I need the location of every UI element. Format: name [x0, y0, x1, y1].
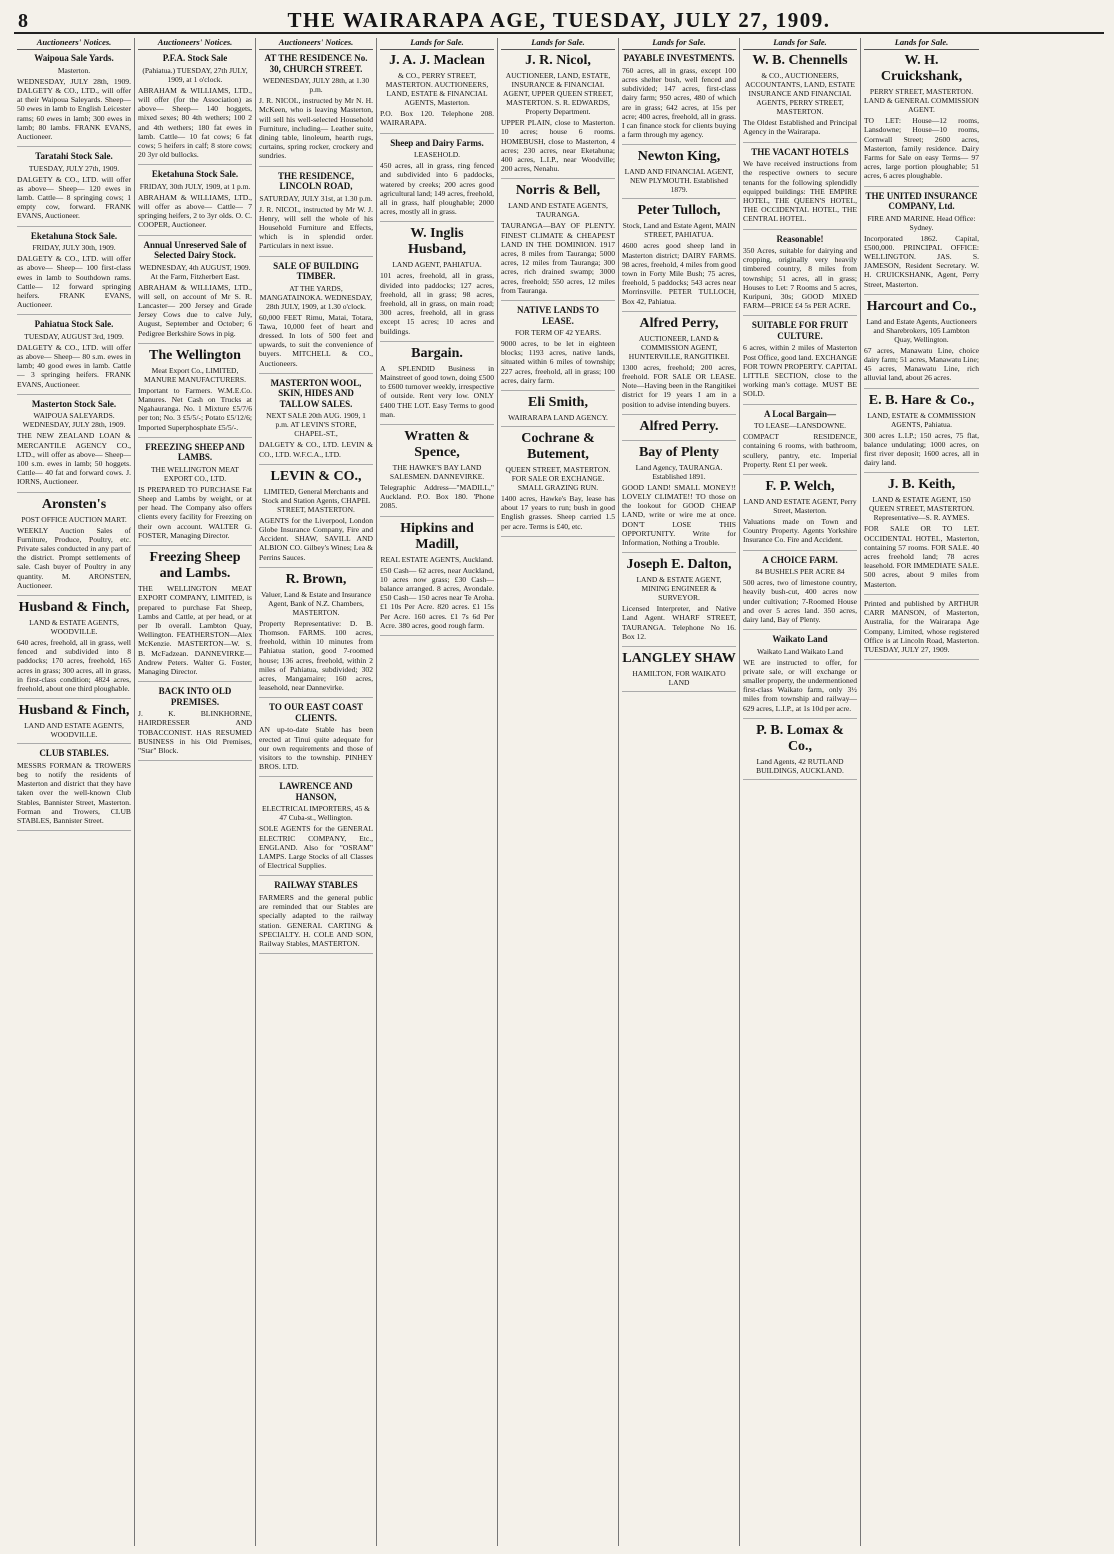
ad-body-text: DALGETY & CO., LTD. will offer as above— Sheep— 100 first-class ewes in lamb to Southdown rams. Cattle— 12 forward springing heifers. FRANK EVANS, Auctioneer.: [17, 254, 131, 310]
ad-title: Aronsten's: [41, 496, 107, 512]
advertisement-block: [259, 469, 373, 568]
ad-subtitle: LAND & ESTATE AGENT, MINING ENGINEER & SURVEYOR.: [636, 575, 722, 603]
ad-body-text: 6 acres, within 2 miles of Masterton Post Office, good land. EXCHANGE FOR TOWN PROPERTY. CAPITAL LITTLE SECTION, close to the working man's cottage. MUST BE SOLD.: [743, 343, 857, 399]
advertisement-block: [259, 53, 373, 166]
column-1: [14, 38, 135, 1546]
ad-title: Alfred Perry.: [639, 418, 719, 434]
advertisement-block: [380, 429, 494, 517]
ad-title: W. B. Chennells: [752, 53, 848, 69]
ad-title: The Wellington: [149, 347, 241, 363]
ad-subtitle: Waikato Land Waikato Land: [757, 646, 843, 656]
ad-title: Eketahuna Stock Sale.: [30, 230, 118, 241]
ad-subtitle: AUCTIONEER, LAND, ESTATE, INSURANCE & FINANCIAL AGENT, UPPER QUEEN STREET, MASTERTON. S. R. EDWARDS, Property Department.: [503, 71, 613, 117]
ad-body-text: DALGETY & CO., LTD. will offer as above— Sheep— 120 ewes in lamb. Cattle— 8 springing cows; 1 empty cow, forward. FRANK EVANS, Auctioneer.: [17, 174, 131, 221]
ad-title: Taratahi Stock Sale.: [35, 151, 113, 162]
ad-subtitle: AT THE YARDS, MANGATAINOKA. WEDNESDAY, 28th JULY, 1909, at 1.30 o'clock.: [259, 283, 373, 311]
ad-body-text: IS PREPARED TO PURCHASE Fat Sheep and Lambs by weight, or at per head. The Company also offers clients every facility for Freezing on their own account. WALTER G. FOSTER, Managing Director.: [138, 484, 252, 540]
advertisement-block: [501, 395, 615, 427]
ad-body-text: Printed and published by ARTHUR CARR MANSON, of Masterton, Australia, for the Wairarapa Age Company, Limited, whose registered Office is at Lincoln Road, Masterton. TUESDAY, JULY 27, 1909.: [864, 598, 979, 654]
ad-body-text: FARMERS and the general public are reminded that our Stables are specially adapted to the railway station. GENERAL CARTING & SPECIALTY. H. COLE AND SON, Railway Stables, MASTERTON.: [259, 892, 373, 948]
column-heading: Auctioneers' Notices.: [138, 38, 252, 50]
ad-body-text: Property Representative: D. B. Thomson. FARMS. 100 acres, freehold, within 10 minutes from Pahiatua station, good 7-roomed house; 136 acres, freehold, within 2 miles of Pahiatua, subdivided; 302 acres, Mangamaire; 160 acres, leasehold, near Dannevirke.: [259, 618, 373, 693]
ad-body-text: ABRAHAM & WILLIAMS, LTD., will offer (for the Association) as above— Sheep— 140 hoggets, mixed sexes; 80 4th wethers; 100 2 and 4th wethers; 180 fat ewes in lamb. Cattle— 10 fat cows; 6 fat cows; 5 heifers in calf; 8 store cows; 20 3yr old bullocks.: [138, 85, 252, 160]
ad-title: SALE OF BUILDING TIMBER.: [273, 260, 359, 282]
advertisement-block: [17, 703, 131, 744]
ad-body-text: SOLE AGENTS for the GENERAL ELECTRIC COMPANY, Etc., ENGLAND. Also for "OSRAM" LAMPS. Large Stocks of all Classes of Electrical Supplies.: [259, 824, 373, 871]
ad-subtitle: LAND & ESTATE AGENTS, WOODVILLE.: [29, 618, 119, 637]
advertisement-block: [380, 521, 494, 636]
column-7: [740, 38, 861, 1546]
ad-body-text: 101 acres, freehold, all in grass, divided into paddocks; 127 acres, freehold, all in grass; 98 acres, freehold, all in grass, on main road; 300 acres, freehold, all in grass except 15 acres; 10 acres and buildings.: [380, 271, 494, 336]
ad-title: Norris & Bell,: [515, 183, 601, 199]
ad-body-text: AGENTS for the Liverpool, London Globe Insurance Company, Fire and Accident. SHAW, SAVILL AND ALBION CO. Gilbey's Wines; Lea & Perrins Sauces.: [259, 515, 373, 562]
ad-subtitle: FIRE AND MARINE. Head Office: Sydney.: [867, 213, 976, 232]
advertisement-block: [17, 151, 131, 227]
ad-body-text: THE WELLINGTON MEAT EXPORT COMPANY, LIMITED, is prepared to purchase Fat Sheep, Lambs and Cattle, at per head, or at per lb overall. Lambton Quay, Wellington. FEATHERSTON—Alex McKenzie. MASTERTON—W. S. B. McFadzean. DANNEVIRKE—Andrew Peters. Walter G. Foster, Managing Director.: [138, 584, 252, 676]
ad-subtitle: Land Agency, TAURANGA. Established 1891.: [635, 462, 723, 481]
ad-body-text: 640 acres, freehold, all in grass, well fenced and subdivided into 8 paddocks; 170 acres, freehold, 165 acres in grass; 300 acres, all in grass, in first-class condition; 4824 acres, freehold, about one third ploughable.: [17, 638, 131, 694]
ad-title: F. P. Welch,: [765, 478, 835, 494]
ad-body-text: 67 acres, Manawatu Line, choice dairy farm; 51 acres, Manawatu Line; 45 acres, Manawatu Line, rich alluvial land, about 26 acres.: [864, 345, 979, 383]
column-heading: Lands for Sale.: [743, 38, 857, 50]
ad-title: J. A. J. Maclean: [389, 53, 485, 69]
ad-body-text: TAURANGA—BAY OF PLENTY. FINEST CLIMATE & CHEAPEST LAND IN THE DOMINION. 1917 acres, 8 miles from Tauranga; 5000 acres, 12 miles from Tauranga; 300 acres, rich drained swamp; 3000 acres, freehold; 550 acres, 12 miles from Tauranga.: [501, 221, 615, 295]
ad-subtitle: & CO., AUCTIONEERS, ACCOUNTANTS, LAND, ESTATE INSURANCE AND FINANCIAL AGENTS, PERRY STREET, MASTERTON.: [744, 71, 856, 117]
ad-subtitle: LAND AGENT, PAHIATUA.: [392, 260, 482, 270]
ad-body-text: AN up-to-date Stable has been erected at Tinui quite adequate for our own requirements and those of visitors to the township. PINHEY BROS. LTD.: [259, 725, 373, 772]
ad-title: SUITABLE FOR FRUIT CULTURE.: [751, 320, 849, 341]
ad-body-text: Important to Farmers. W.M.E.Co. Manures. Net Cash on Trucks at Ngahauranga. No. 1 Mixture £5/7/6 per ton; No. 3 £5/5/-; Potato £5/12/6; Imported Superphosphate £5/5/-.: [138, 385, 252, 432]
ad-subtitle: 84 BUSHELS PER ACRE 84: [755, 567, 845, 577]
ad-title: Pahiatua Stock Sale.: [34, 319, 114, 330]
ad-body-text: 1400 acres, Hawke's Bay, lease has about 17 years to run; bush in good English grasses. Sheep carried 1.5 per acre. Terms is £40, etc.: [501, 494, 615, 531]
ad-title: W. Inglis Husband,: [408, 226, 466, 258]
ad-body-text: 4600 acres good sheep land in Masterton district; DAIRY FARMS. 98 acres, freehold, 4 miles from good town in Forty Mile Bush; 75 acres, freehold, 5 paddocks; 543 acres near Morrinsville. PETER TULLOCH, Box 42, Pahiatua.: [622, 241, 736, 306]
ad-body-text: GOOD LAND! SMALL MONEY!! LOVELY CLIMATE!! TO those on the lookout for GOOD CHEAP LAND, write or wire me at once. DON'T LOSE THIS OPPORTUNITY. Write for Information, Nothing a Trouble.: [622, 482, 736, 547]
ad-body-text: WE are instructed to offer, for private sale, or will exchange or smaller property, the undermentioned first-class Waikato farm, only 3½ miles from township and railway— 629 acres, L.I.P., at 1s 10d per acre.: [743, 657, 857, 713]
ad-body-text: 300 acres L.I.P.; 150 acres, 75 flat, balance undulating; 1000 acres, on first river deposit; 1600 acres, all in dairy land.: [864, 430, 979, 468]
advertisement-block: [622, 419, 736, 441]
ad-title: R. Brown,: [285, 571, 347, 587]
advertisement-block: [17, 319, 131, 395]
ad-subtitle: THE HAWKE'S BAY LAND SALESMEN. DANNEVIRKE.: [389, 462, 485, 481]
advertisement-block: [259, 261, 373, 374]
ad-subtitle: FRIDAY, JULY 30th, 1909.: [32, 243, 116, 253]
advertisement-block: [380, 226, 494, 341]
advertisement-block: [138, 550, 252, 682]
ad-title: THE UNITED INSURANCE COMPANY, Ltd.: [865, 190, 978, 212]
advertisement-block: [138, 53, 252, 165]
advertisement-block: [743, 234, 857, 317]
ad-body-text: J. R. NICOL, instructed by Mr W. J. Henry, will sell the whole of his Household Furniture and Effects, which is in splendid order. Particulars in next issue.: [259, 204, 373, 251]
ad-subtitle: LEASEHOLD.: [413, 150, 461, 160]
ad-subtitle: AUCTIONEER, LAND & COMMISSION AGENT, HUNTERVILLE, RANGITIKEI.: [628, 333, 730, 361]
ad-title: Annual Unreserved Sale of Selected Dairy Stock.: [143, 239, 247, 261]
ad-body-text: Telegraphic Address—"MADILL," Auckland. P.O. Box 180. 'Phone 2085.: [380, 482, 494, 511]
column-2: [135, 38, 256, 1546]
ad-subtitle: Stock, Land and Estate Agent, MAIN STREET, PAHIATUA.: [622, 221, 736, 240]
ad-subtitle: (Pahiatua.) TUESDAY, 27th JULY, 1909, at 1 o'clock.: [142, 65, 248, 84]
advertisement-block: [259, 781, 373, 876]
ad-title: Peter Tulloch,: [637, 203, 721, 219]
advertisement-block: [622, 149, 736, 199]
ad-title: Sheep and Dairy Farms.: [390, 137, 484, 148]
ad-body-text: COMPACT RESIDENCE, containing 6 rooms, with bathroom, scullery, pantry, etc. Imperial Property. Rent £1 per week.: [743, 432, 857, 469]
advertisement-block: [380, 53, 494, 133]
ad-subtitle: TUESDAY, AUGUST 3rd, 1909.: [24, 331, 124, 341]
ad-subtitle: WEDNESDAY, 4th AUGUST, 1909. At the Farm, Fitzherbert East.: [139, 262, 251, 281]
ad-subtitle: WAIRARAPA LAND AGENCY.: [508, 413, 608, 423]
advertisement-block: [17, 600, 131, 699]
advertisement-block: [743, 479, 857, 551]
ad-title: Husband & Finch,: [18, 703, 130, 719]
ad-body-text: £50 Cash— 62 acres, near Auckland, 10 acres now grass; £30 Cash—balance arranged. 8 acres, Avondale. £50 Cash— 150 acres near Te Aroha. £1 10s Per Acre. 820 acres. £1 15s Per Acre. 160 acres. £1 7s 6d Per Acre. 380 acres, good rough farm.: [380, 565, 494, 630]
advertisement-block: [501, 53, 615, 179]
ad-subtitle: LAND AND ESTATE AGENTS, WOODVILLE.: [24, 721, 124, 740]
advertisement-block: [864, 393, 979, 474]
ad-title: Husband & Finch,: [18, 600, 130, 616]
advertisement-block: [17, 497, 131, 596]
advertisement-block: [743, 320, 857, 404]
column-heading: Auctioneers' Notices.: [17, 38, 131, 50]
advertisement-block: [259, 171, 373, 257]
ad-title: Newton King,: [637, 149, 721, 165]
ad-title: Wratten & Spence,: [404, 428, 470, 460]
advertisement-block: [17, 53, 131, 147]
ad-body-text: The Oldest Established and Principal Agency in the Wairarapa.: [743, 118, 857, 137]
advertisement-block: [864, 53, 979, 186]
ad-body-text: J. R. NICOL, instructed by Mr N. H. McKeen, who is leaving Masterton, will sell his well-selected Household Furniture, including— Leather suite, dining table, linoleum, hearth rugs, curtains, spring rocker, crockery and sundries.: [259, 96, 373, 161]
ad-title: Joseph E. Dalton,: [626, 557, 732, 573]
ad-title: E. B. Hare & Co.,: [868, 392, 975, 408]
advertisement-block: [743, 147, 857, 230]
ad-title: W. H. Cruickshank,: [880, 53, 963, 85]
ad-title: BACK INTO OLD PREMISES.: [158, 686, 232, 707]
ad-body-text: DALGETY & CO., LTD. LEVIN & CO., LTD. W.F.C.A., LTD.: [259, 440, 373, 459]
ad-title: P.F.A. Stock Sale: [162, 53, 228, 64]
ad-body-text: FOR SALE OR TO LET. OCCIDENTAL HOTEL, Masterton, containing 57 rooms. FOR SALE. 40 acres freehold land; 78 acres leasehold. FOR IMMEDIATE SALE. 500 acres, about 9 miles from Masterton.: [864, 524, 979, 589]
ad-title: PAYABLE INVESTMENTS.: [623, 53, 735, 64]
advertisement-block: [743, 409, 857, 475]
ad-body-text: DALGETY & CO., LTD. will offer as above— Sheep— 80 s.m. ewes in lamb; 40 good ewes in lamb. Cattle— 3 springing heifers. FRANK EVANS, Auctioneer.: [17, 342, 131, 389]
ad-body-text: THE NEW ZEALAND LOAN & MERCANTILE AGENCY CO., LTD., will offer as above— Sheep— 100 s.m. ewes in lamb; 50 hoggets. Cattle— 40 fat and forward cows. J. IORNS, Auctioneer.: [17, 431, 131, 487]
ad-body-text: 450 acres, all in grass, ring fenced and subdivided into 6 paddocks, watered by creeks; 200 acres good agricultural land; 149 acres, freehold, all in grass, half ploughable; 2000 acres, mostly all in grass.: [380, 161, 494, 217]
masthead: [14, 6, 1104, 34]
advertisement-block: [864, 191, 979, 295]
advertisement-block: [743, 555, 857, 631]
ad-subtitle: POST OFFICE AUCTION MART.: [21, 514, 127, 524]
ad-body-text: 9000 acres, to be let in eighteen blocks; 1193 acres, native lands, situated within 6 miles of township; 227 acres, freehold, all in grass; 100 acres, dairy farm.: [501, 339, 615, 385]
advertisement-block: [17, 748, 131, 831]
ad-subtitle: WEDNESDAY, JULY 28th, at 1.30 p.m.: [262, 76, 370, 95]
ad-title: Bargain.: [411, 345, 463, 361]
ad-body-text: 1300 acres, freehold; 200 acres, freehold. FOR SALE OR LEASE. Note—Having been in the Rangitikei district for 19 years I am in a position to advise intending buyers.: [622, 362, 736, 409]
ad-title: MASTERTON WOOL, SKIN, HIDES AND TALLOW SALES.: [270, 377, 362, 409]
advertisement-block: [501, 431, 615, 537]
ad-title: Eli Smith,: [528, 395, 588, 411]
ad-body-text: J. K. BLINKHORNE, HAIRDRESSER AND TOBACCONIST. HAS RESUMED BUSINESS in his Old Premises, "Star" Block.: [138, 709, 252, 755]
ad-body-text: P.O. Box 120. Telephone 208. WAIRARAPA.: [380, 109, 494, 128]
advertisement-block: [17, 399, 131, 493]
ad-body-text: MESSRS FORMAN & TROWERS beg to notify the residents of Masterton and district that they have taken over the well-known Club Stables, Bannister Street, Masterton. Forman and Trowers, CLUB STABLES, Bannister Street.: [17, 760, 131, 825]
ad-subtitle: Land Agents, 42 RUTLAND BUILDINGS, AUCKLAND.: [756, 756, 844, 775]
advertisement-block: [501, 305, 615, 391]
ad-title: J. B. Keith,: [887, 477, 956, 493]
ad-body-text: ABRAHAM & WILLIAMS, LTD., will offer as above— Cattle— 7 springing heifers, 2 to 3yr olds. O. C. COOPER, Auctioneer.: [138, 192, 252, 230]
newspaper-title: THE WAIRARAPA AGE, TUESDAY, JULY 27, 1909.: [287, 8, 831, 32]
ad-title: NATIVE LANDS TO LEASE.: [516, 305, 600, 326]
ad-subtitle: Valuer, Land & Estate and Insurance Agent, Bank of N.Z. Chambers, MASTERTON.: [260, 589, 372, 617]
advertisement-block: [622, 445, 736, 553]
column-4: [377, 38, 498, 1546]
advertisement-block: [501, 183, 615, 301]
advertisement-block: [743, 723, 857, 780]
column-heading: Auctioneers' Notices.: [259, 38, 373, 50]
ad-subtitle: FRIDAY, 30th JULY, 1909, at 1 p.m.: [139, 181, 251, 191]
ad-title: A CHOICE FARM.: [762, 554, 838, 565]
ad-subtitle: FOR TERM OF 42 YEARS.: [514, 328, 602, 338]
ad-title: CLUB STABLES.: [39, 748, 109, 759]
advertisement-block: [622, 557, 736, 647]
ad-title: THE RESIDENCE, LINCOLN ROAD,: [277, 170, 355, 192]
ad-subtitle: PERRY STREET, MASTERTON. LAND & GENERAL COMMISSION AGENT.: [864, 87, 979, 115]
ad-subtitle: QUEEN STREET, MASTERTON. FOR SALE OR EXCHANGE. SMALL GRAZING RUN.: [505, 465, 611, 493]
ad-title: LANGLEY SHAW: [622, 651, 736, 666]
advertisement-block: [622, 203, 736, 311]
ad-subtitle: NEXT SALE 20th AUG. 1909, 1 p.m. AT LEVIN'S STORE, CHAPEL-ST.,: [266, 411, 366, 439]
column-3: [256, 38, 377, 1546]
ad-title: Waikato Land: [772, 634, 828, 645]
advertisement-block: [864, 477, 979, 594]
ad-title: A Local Bargain—: [763, 408, 836, 419]
ad-title: Reasonable!: [776, 233, 824, 244]
advertisement-block: [138, 348, 252, 438]
ad-subtitle: LAND AND ESTATE AGENTS, TAURANGA.: [508, 201, 608, 220]
ad-subtitle: WAIPOUA SALEYARDS. WEDNESDAY, JULY 28th, 1909.: [22, 411, 126, 430]
ad-body-text: We have received instructions from the respective owners to secure tenants for the following splendidly equipped buildings: THE EMPIRE HOTEL, THE QUEEN'S HOTEL, THE OCCIDENTAL HOTEL, THE CENTRAL HOTEL.: [743, 159, 857, 224]
ad-title: RAILWAY STABLES: [274, 880, 358, 891]
ad-subtitle: ELECTRICAL IMPORTERS, 45 & 47 Cuba-st., Wellington.: [261, 804, 371, 823]
ad-subtitle: TUESDAY, JULY 27th, 1909.: [28, 163, 120, 173]
ad-title: Cochrane & Butement,: [521, 431, 595, 463]
ad-subtitle: LAND & ESTATE AGENT, 150 QUEEN STREET, MASTERTON. Representative—S. R. AYMES.: [868, 495, 975, 523]
ad-body-text: WEEKLY Auction Sales of Furniture, Produce, Poultry, etc. Private sales conducted in any part of the district. Prompt settlements of sale. Cash buyer of Poultry in any quantity. M. ARONSTEN, Auctioneer.: [17, 525, 131, 590]
advertisement-block: [864, 599, 979, 660]
ad-title: Alfred Perry,: [639, 315, 719, 331]
advertisement-block: [138, 686, 252, 761]
advertisement-block: [259, 880, 373, 954]
ad-subtitle: Meat Export Co., LIMITED, MANURE MANUFACTURERS.: [144, 365, 246, 384]
advertisement-block: [380, 138, 494, 223]
ad-body-text: TO LET: House—12 rooms, Lansdowne; House—10 rooms, Cornwall Street; 2600 acres, Masterton, family residence. Dairy Farms for Sale on easy Terms— 97 acres, large portion ploughable; 51 acres, 6 acres ploughable.: [864, 116, 979, 181]
advertisement-block: [622, 316, 736, 415]
ad-body-text: A SPLENDID Business in Mainstreet of good town, doing £500 to £600 turnover weekly, irrespective of outside. Rent very low. ONLY £400 THE LOT. Easy Terms to good man.: [380, 363, 494, 419]
advertisement-block: [743, 53, 857, 142]
ad-title: Hipkins and Madill,: [400, 520, 474, 552]
column-heading: Lands for Sale.: [380, 38, 494, 50]
ad-title: Masterton Stock Sale.: [31, 398, 117, 409]
column-heading: Lands for Sale.: [864, 38, 979, 50]
advertisement-block: [138, 442, 252, 546]
ad-subtitle: LIMITED, General Merchants and Stock and Station Agents, CHAPEL STREET, MASTERTON.: [261, 486, 371, 514]
ad-body-text: ABRAHAM & WILLIAMS, LTD., will sell, on account of Mr S. R. Lancaster— 200 Jersey and Grade Jersey Cows due to calve July, August, September and October; 6 Pedigree Berkshire Sows in pig.: [138, 282, 252, 338]
ad-subtitle: REAL ESTATE AGENTS, Auckland.: [380, 554, 494, 564]
newspaper-columns: [14, 38, 1104, 1546]
page-number: 8: [18, 10, 28, 32]
column-heading: Lands for Sale.: [501, 38, 615, 50]
ad-subtitle: TO LEASE—LANSDOWNE.: [754, 421, 846, 431]
ad-body-text: WEDNESDAY, JULY 28th, 1909. DALGETY & CO., LTD., will offer at their Waipoua Saleyards. Sheep— 50 ewes in lamb to English Leicester rams; 60 ewes in lamb; 300 ewes in lamb; 80 lambs. FRANK EVANS, Auctioneer.: [17, 76, 131, 141]
ad-title: TO OUR EAST COAST CLIENTS.: [269, 702, 363, 723]
column-heading: Lands for Sale.: [622, 38, 736, 50]
advertisement-block: [622, 651, 736, 692]
advertisement-block: [259, 572, 373, 699]
advertisement-block: [743, 634, 857, 719]
ad-body-text: Valuations made on Town and Country Property. Agents Yorkshire Insurance Co. Fire and Accident.: [743, 516, 857, 545]
ad-title: J. R. Nicol,: [525, 53, 591, 69]
ad-title: THE VACANT HOTELS: [751, 146, 849, 157]
advertisement-block: [622, 53, 736, 145]
ad-subtitle: Masterton.: [57, 65, 91, 75]
ad-title: Freezing Sheep and Lambs.: [149, 550, 241, 582]
ad-title: Eketahuna Stock Sale.: [151, 169, 239, 180]
advertisement-block: [864, 299, 979, 389]
column-8: [861, 38, 982, 1546]
ad-title: P. B. Lomax & Co.,: [756, 722, 844, 754]
ad-subtitle: THE WELLINGTON MEAT EXPORT CO., LTD.: [150, 464, 240, 483]
ad-subtitle: Land and Estate Agents, Auctioneers and Sharebrokers, 105 Lambton Quay, Wellington.: [866, 316, 977, 344]
advertisement-block: [380, 346, 494, 425]
ad-title: FREEZING SHEEP AND LAMBS.: [145, 441, 245, 463]
ad-subtitle: & CO., PERRY STREET, MASTERTON. AUCTIONEERS, LAND, ESTATE & FINANCIAL AGENTS, Masterton.: [385, 71, 489, 108]
ad-title: LAWRENCE AND HANSON,: [279, 781, 353, 802]
ad-subtitle: LAND AND ESTATE AGENT, Perry Street, Masterton.: [743, 496, 857, 515]
ad-body-text: UPPER PLAIN, close to Masterton. 10 acres; house 6 rooms. HOMEBUSH, close to Masterton, 4 acres; 230 acres, near Eketahuna; 400 acres, L.I.P., near Woodville; 200 acres, Nenahu.: [501, 118, 615, 174]
ad-body-text: Licensed Interpreter, and Native Land Agent. WHARF STREET, TAURANGA. Telephone No 16. Box 12.: [622, 604, 736, 641]
ad-subtitle: LAND AND FINANCIAL AGENT, NEW PLYMOUTH. Established 1879.: [624, 167, 734, 195]
ad-body-text: 60,000 FEET Rimu, Matai, Totara, Tawa, 10,000 feet of heart and dressed. In lots of 500 feet and upwards, to suit the convenience of buyers. MITCHELL & CO., Auctioneers.: [259, 312, 373, 368]
ad-title: Bay of Plenty: [638, 444, 720, 460]
advertisement-block: [138, 240, 252, 344]
ad-title: Waipoua Sale Yards.: [34, 53, 114, 64]
advertisement-block: [259, 378, 373, 465]
ad-title: Harcourt and Co.,: [866, 298, 977, 314]
column-5: [498, 38, 619, 1546]
ad-body-text: 350 Acres, suitable for dairying and cropping, originally very heavily timbered country, 8 miles from township; 51 acres, all in grass; Houses to Let: 7 Rooms and 5 acres, Kuripuni, 30s; GOOD MIXED FARM—PRICE £4 5s PER ACRE.: [743, 246, 857, 311]
ad-body-text: 760 acres, all in grass, except 100 acres shelter bush, well fenced and subdivided; 147 acres, first-class dairy farm; 950 acres, 480 of which are in grass; 642 acres, at 15s per acre; 400 acres, freehold, all in grass. I can finance stock for clients buying a farm through my agency.: [622, 65, 736, 140]
ad-title: AT THE RESIDENCE No. 30, CHURCH STREET.: [264, 53, 368, 74]
advertisement-block: [17, 231, 131, 316]
ad-body-text: Incorporated 1862. Capital, £500,000. PRINCIPAL OFFICE: WELLINGTON. JAS. S. JAMESON, Resident Secretary. W. H. CRUICKSHANK, Agent, Perry Street, Masterton.: [864, 233, 979, 289]
ad-subtitle: LAND, ESTATE & COMMISSION AGENTS, Pahiatua.: [867, 410, 976, 429]
advertisement-block: [259, 702, 373, 777]
ad-body-text: 500 acres, two of limestone country, heavily bush-cut, 400 acres now under cultivation; 7-Roomed House and over 5 acres land. 350 acres, dairy land, Bay of Plenty.: [743, 578, 857, 624]
ad-title: LEVIN & CO.,: [270, 468, 362, 484]
ad-subtitle: HAMILTON, FOR WAIKATO LAND: [632, 669, 726, 687]
column-6: [619, 38, 740, 1546]
ad-subtitle: SATURDAY, JULY 31st, at 1.30 p.m.: [259, 193, 373, 203]
advertisement-block: [138, 169, 252, 235]
